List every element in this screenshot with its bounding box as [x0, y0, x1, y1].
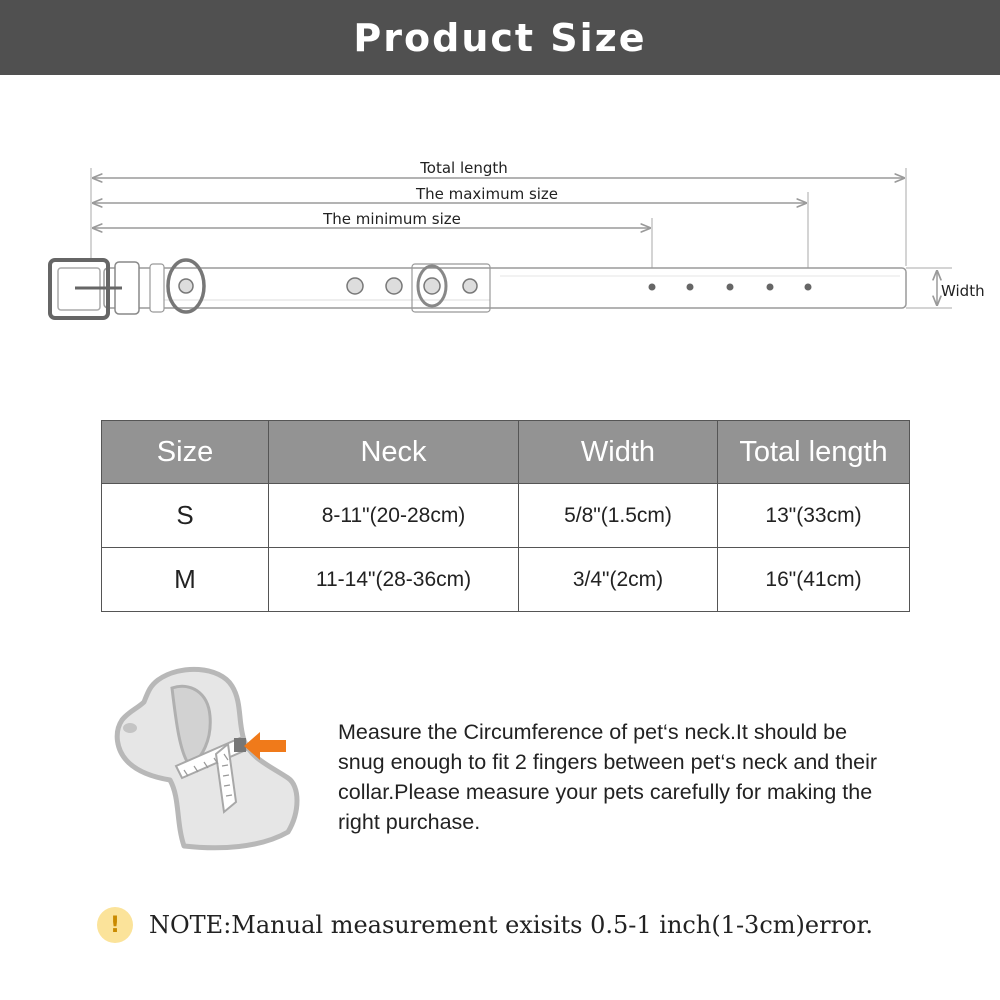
max-size-label: The maximum size [415, 185, 559, 203]
rivet-icon [386, 278, 402, 294]
width-cell: 3/4"(2cm) [519, 548, 718, 612]
hole-icon [649, 284, 656, 291]
neck-cell: 8-11"(20-28cm) [269, 484, 519, 548]
note-row [97, 905, 957, 945]
table-row [102, 484, 910, 548]
hole-icon [727, 284, 734, 291]
width-label: Width [941, 282, 985, 300]
hole-icon [767, 284, 774, 291]
size-cell: S [102, 484, 269, 548]
column-header-neck: Neck [269, 421, 519, 484]
exclamation-icon: ! [97, 907, 133, 943]
rivet-icon [463, 279, 477, 293]
rivet-icon [347, 278, 363, 294]
hole-icon [805, 284, 812, 291]
measure-instructions: Measure the Circumference of pet‘s neck.It should be snug enough to fit 2 fingers between pet‘s neck and their collar.Please measure your pets carefully for making the right purchase. [338, 720, 878, 834]
column-header-size: Size [102, 421, 269, 484]
size-cell: M [102, 548, 269, 612]
collar-strap [104, 268, 906, 308]
rivet-icon [179, 279, 193, 293]
page-title: Product Size [353, 15, 647, 60]
neck-cell: 11-14"(28-36cm) [269, 548, 519, 612]
dog-measuring-icon [110, 662, 310, 852]
header-bar [0, 0, 1000, 75]
total-length-cell: 16"(41cm) [718, 548, 910, 612]
hole-icon [687, 284, 694, 291]
note-text: NOTE:Manual measurement exisits 0.5-1 inch(1-3cm)error. [149, 911, 873, 939]
table-header-row [102, 421, 910, 484]
collar-diagram [0, 150, 1000, 330]
column-header-total-length: Total length [718, 421, 910, 484]
column-header-width: Width [519, 421, 718, 484]
table-row [102, 548, 910, 612]
total-length-cell: 13"(33cm) [718, 484, 910, 548]
total-length-label: Total length [420, 159, 508, 177]
width-cell: 5/8"(1.5cm) [519, 484, 718, 548]
tape-clip [234, 738, 246, 752]
rivet-icon [424, 278, 440, 294]
size-table [101, 420, 910, 612]
min-size-label: The minimum size [323, 210, 461, 228]
keeper-loop [150, 264, 164, 312]
